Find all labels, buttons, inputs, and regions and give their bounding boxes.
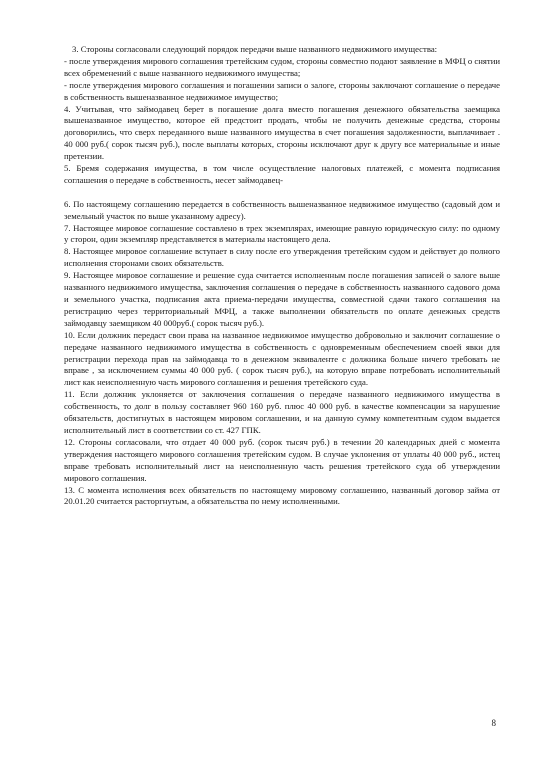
paragraph: 8. Настоящее мировое соглашение вступает в силу после его утверждения третейским судом и действует до полного исполнения сторонами своих обязательств. xyxy=(64,246,500,269)
paragraph: 10. Если должник передаст свои права на названное недвижимое имущество добровольно и заключит соглашение о передаче названного недвижимого имущества в собственность с одновременным обеспечением своей явки для регистрации перехода прав на займодавца то в денежном эквиваленте с должника больше ничего требовать не вправе , за исключением суммы 40 000 руб. ( сорок тысяч руб.), на которую вправе потребовать исполнительный лист как неисполненную часть мирового соглашения и решения третейского суда. xyxy=(64,329,500,388)
paragraph: 5. Бремя содержания имущества, в том числе осуществление налоговых платежей, с момента подписания соглашения о передаче в собственность, несет займодавец- xyxy=(64,163,500,185)
page-number: 8 xyxy=(491,718,496,728)
paragraph: 6. По настоящему соглашению передается в собственность вышеназванное недвижимое имущество (садовый дом и земельный участок по выше указанному адресу). xyxy=(64,198,500,221)
paragraph: 13. С момента исполнения всех обязательств по настоящему мировому соглашению, названный договор займа от 20.01.20 считается расторгнутым, а обязательства по нему исполненными. xyxy=(64,484,500,507)
paragraph: 11. Если должник уклоняется от заключения соглашения о передаче названного недвижимого имущества в собственность, то долг в пользу составляет 960 160 руб. плюс 40 000 руб. в качестве компенсации за нарушение обязательств, достигнутых в настоящем мировом соглашении, и на данную сумму компетентным судом выдается исполнительный лист в соответствии со ст. 427 ГПК. xyxy=(64,389,500,435)
paragraph: 7. Настоящее мировое соглашение составлено в трех экземплярах, имеющие равную юридическую силу: по одному у сторон, один экземпляр представляется в материалы настоящего дела. xyxy=(64,222,500,245)
document-body xyxy=(64,44,500,508)
paragraph: 12. Стороны согласовали, что отдает 40 000 руб. (сорок тысяч руб.) в течении 20 календарных дней с момента утверждения настоящего мирового соглашения третейским судом. В случае уклонения от уплаты 40 000 руб., истец вправе требовать исполнительный лист на неисполненную часть решения третейского суда об утверждении мирового соглашения. xyxy=(64,436,500,483)
paragraph: - после утверждения мирового соглашения и погашении записи о залоге, стороны заключают соглашение о передаче в собственность вышеназванное недвижимое имущество; xyxy=(64,79,500,102)
paragraph: 4. Учитывая, что займодавец берет в погашение долга вместо погашения денежного обязательства заемщика вышеназванное имущество, которое ей предстоит продать, чтобы не получить денежные средства, стороны договорились, что сверх переданного выше названного имущества в счет погашения задолженности, выплачивает . 40 000 руб.( сорок тысяч руб.), после выплаты которых, стороны исключают друг к другу все материальные и иные претензии. xyxy=(64,103,500,162)
paragraph: - после утверждения мирового соглашения третейским судом, стороны совместно подают заявление в МФЦ о снятии всех обременений с выше названного недвижимого имущества; xyxy=(64,55,500,78)
paragraph: 3. Стороны согласовали следующий порядок передачи выше названного недвижимого имущества: xyxy=(72,44,438,54)
paragraph-gap xyxy=(64,187,500,199)
paragraph: 9. Настоящее мировое соглашение и решение суда считается исполненным после погашения записей о залоге выше названного недвижимого имущества, заключения соглашения о передаче в собственность названного садового дома и земельного участка, подписания акта приема-передачи имущества, совместной сдачи такого соглашения на регистрацию через территориальный МФЦ, а также выполнении обязательств по оплате денежных средств займодавцу заемщиком 40 000руб.( сорок тысяч руб.). xyxy=(64,270,500,328)
